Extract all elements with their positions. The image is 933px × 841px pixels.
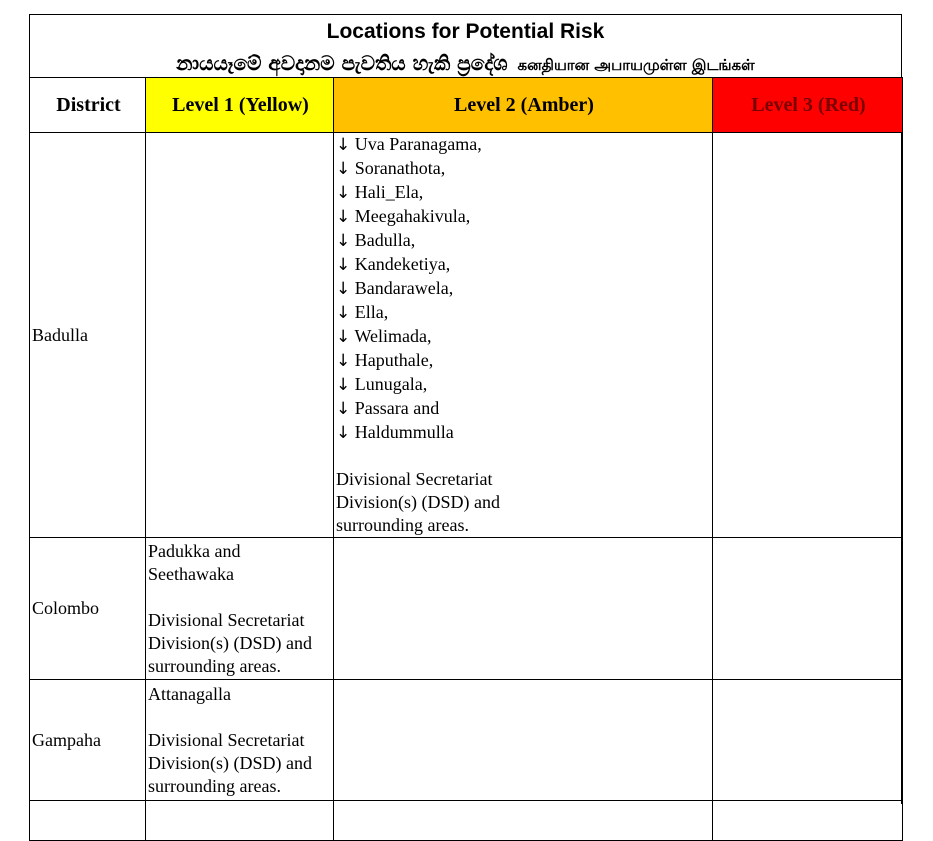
level2-location-item bbox=[336, 181, 712, 205]
level2-cell bbox=[334, 133, 713, 538]
table-row-partial bbox=[30, 801, 903, 841]
location-name: Kandeketiya, bbox=[354, 254, 451, 274]
level1-cell bbox=[146, 133, 334, 538]
location-name: Lunugala, bbox=[354, 374, 428, 394]
location-name: Haputhale, bbox=[354, 350, 434, 370]
level3-cell bbox=[713, 680, 903, 801]
district-cell: Badulla bbox=[30, 133, 146, 538]
down-arrow-icon: ↓ bbox=[336, 399, 351, 419]
district-cell bbox=[30, 801, 146, 841]
down-arrow-icon: ↓ bbox=[336, 183, 351, 203]
level2-location-item bbox=[336, 157, 712, 181]
down-arrow-icon: ↓ bbox=[336, 279, 351, 299]
place-line: Seethawaka bbox=[148, 563, 234, 584]
level1-cell bbox=[146, 680, 334, 801]
level2-cell bbox=[334, 801, 713, 841]
down-arrow-icon: ↓ bbox=[336, 255, 351, 275]
level2-location-item bbox=[336, 253, 712, 277]
down-arrow-icon: ↓ bbox=[336, 159, 351, 179]
location-name: Badulla, bbox=[354, 230, 416, 250]
dsd-note-line: Divisional Secretariat bbox=[148, 609, 305, 630]
dsd-note-line: Divisional Secretariat bbox=[148, 729, 305, 750]
level3-cell bbox=[713, 133, 903, 538]
level2-location-item bbox=[336, 397, 712, 421]
header-level3-red: Level 3 (Red) bbox=[713, 78, 903, 133]
level2-location-item bbox=[336, 325, 712, 349]
dsd-note-line: surrounding areas. bbox=[148, 655, 281, 676]
table-row bbox=[30, 133, 903, 538]
down-arrow-icon: ↓ bbox=[336, 327, 351, 347]
header-district: District bbox=[30, 78, 146, 133]
title-local-languages bbox=[29, 50, 902, 78]
level2-location-list bbox=[336, 133, 712, 445]
down-arrow-icon: ↓ bbox=[336, 423, 351, 443]
location-name: Welimada, bbox=[354, 326, 432, 346]
level3-cell bbox=[713, 538, 903, 680]
dsd-note-line: Divisional Secretariat bbox=[336, 469, 493, 489]
header-level2-amber: Level 2 (Amber) bbox=[334, 78, 713, 133]
level2-location-item bbox=[336, 277, 712, 301]
down-arrow-icon: ↓ bbox=[336, 231, 351, 251]
location-name: Soranathota, bbox=[354, 158, 446, 178]
risk-table bbox=[29, 77, 903, 841]
level2-location-item bbox=[336, 229, 712, 253]
place-line: Padukka and bbox=[148, 540, 241, 561]
level1-cell bbox=[146, 801, 334, 841]
location-name: Hali_Ela, bbox=[354, 182, 424, 202]
dsd-note-line: Division(s) (DSD) and bbox=[336, 492, 500, 512]
level2-location-item bbox=[336, 301, 712, 325]
level1-cell bbox=[146, 538, 334, 680]
down-arrow-icon: ↓ bbox=[336, 135, 351, 155]
level2-cell bbox=[334, 680, 713, 801]
location-name: Haldummulla bbox=[354, 422, 454, 442]
down-arrow-icon: ↓ bbox=[336, 207, 351, 227]
level2-location-item bbox=[336, 349, 712, 373]
dsd-note-line: surrounding areas. bbox=[148, 775, 281, 796]
location-name: Meegahakivula, bbox=[354, 206, 471, 226]
level2-location-item bbox=[336, 373, 712, 397]
location-name: Bandarawela, bbox=[354, 278, 454, 298]
table-row bbox=[30, 680, 903, 801]
location-name: Uva Paranagama, bbox=[354, 134, 482, 154]
place-line: Attanagalla bbox=[148, 683, 231, 704]
dsd-note-line: Division(s) (DSD) and bbox=[148, 632, 312, 653]
level2-location-item bbox=[336, 421, 712, 445]
header-level1-yellow: Level 1 (Yellow) bbox=[146, 78, 334, 133]
title-sinhala: නායයෑමේ අවදානම පැවතිය හැකි ප්‍රදේශ bbox=[176, 51, 508, 75]
table-row bbox=[30, 538, 903, 680]
level3-cell bbox=[713, 801, 903, 841]
level2-location-item bbox=[336, 133, 712, 157]
location-name: Passara and bbox=[354, 398, 440, 418]
district-cell: Colombo bbox=[30, 538, 146, 680]
title-block bbox=[29, 14, 902, 78]
down-arrow-icon: ↓ bbox=[336, 375, 351, 395]
dsd-note-line: Division(s) (DSD) and bbox=[148, 752, 312, 773]
level2-location-item bbox=[336, 205, 712, 229]
table-header-row bbox=[30, 78, 903, 133]
level2-cell bbox=[334, 538, 713, 680]
dsd-note-line: surrounding areas. bbox=[336, 515, 469, 535]
district-cell: Gampaha bbox=[30, 680, 146, 801]
down-arrow-icon: ↓ bbox=[336, 351, 351, 371]
title-english: Locations for Potential Risk bbox=[326, 20, 605, 43]
location-name: Ella, bbox=[354, 302, 389, 322]
title-tamil: கனதியான அபாயமுள்ள இடங்கள் bbox=[517, 56, 755, 74]
down-arrow-icon: ↓ bbox=[336, 303, 351, 323]
